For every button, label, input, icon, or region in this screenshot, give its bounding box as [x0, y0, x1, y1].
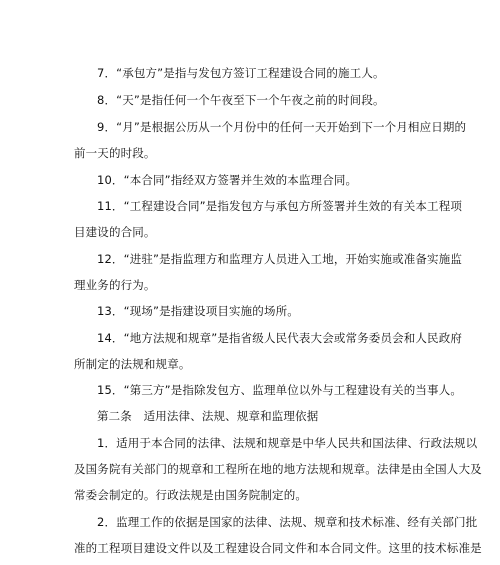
clause-8: 8．“天”是指任何一个午夜至下一个午夜之前的时间段。 — [97, 93, 385, 107]
article-2-item-1-line-3: 常委会制定的。行政法规是由国务院制定的。 — [74, 488, 307, 502]
clause-13: 13．“现场”是指建设项目实施的场所。 — [97, 304, 299, 318]
clause-12-line-1: 12．“进驻”是指监理方和监理方人员进入工地，开始实施或准备实施监 — [97, 252, 462, 266]
article-2-heading: 第二条 适用法律、法规、规章和监理依据 — [97, 409, 319, 423]
clause-9-line-1: 9．“月”是根据公历从一个月份中的任何一天开始到下一个月相应日期的 — [97, 120, 467, 134]
article-2-item-2-line-1: 2．监理工作的依据是国家的法律、法规、规章和技术标准、经有关部门批 — [97, 515, 478, 529]
clause-15: 15．“第三方”是指除发包方、监理单位以外与工程建设有关的当事人。 — [97, 383, 462, 397]
clause-7: 7．“承包方”是指与发包方签订工程建设合同的施工人。 — [97, 66, 385, 80]
article-2-item-2-line-2: 准的工程项目建设文件以及工程建设合同文件和本合同文件。这里的技术标准是 — [74, 541, 482, 555]
clause-14-line-1: 14．“地方法规和规章”是指省级人民代表大会或常务委员会和人民政府 — [97, 331, 462, 345]
clause-10: 10．“本合同”指经双方签署并生效的本监理合同。 — [97, 173, 358, 187]
article-2-item-1-line-1: 1．适用于本合同的法律、法规和规章是中华人民共和国法律、行政法规以 — [97, 436, 478, 450]
article-2-item-1-line-2: 及国务院有关部门的规章和工程所在地的地方法规和规章。法律是由全国人大及 — [74, 462, 482, 476]
clause-14-line-2: 所制定的法规和规章。 — [74, 357, 191, 371]
clause-11-line-2: 目建设的合同。 — [74, 225, 156, 239]
clause-11-line-1: 11．“工程建设合同”是指发包方与承包方所签署并生效的有关本工程项 — [97, 199, 462, 213]
clause-12-line-2: 理业务的行为。 — [74, 278, 156, 292]
clause-9-line-2: 前一天的时段。 — [74, 146, 156, 160]
